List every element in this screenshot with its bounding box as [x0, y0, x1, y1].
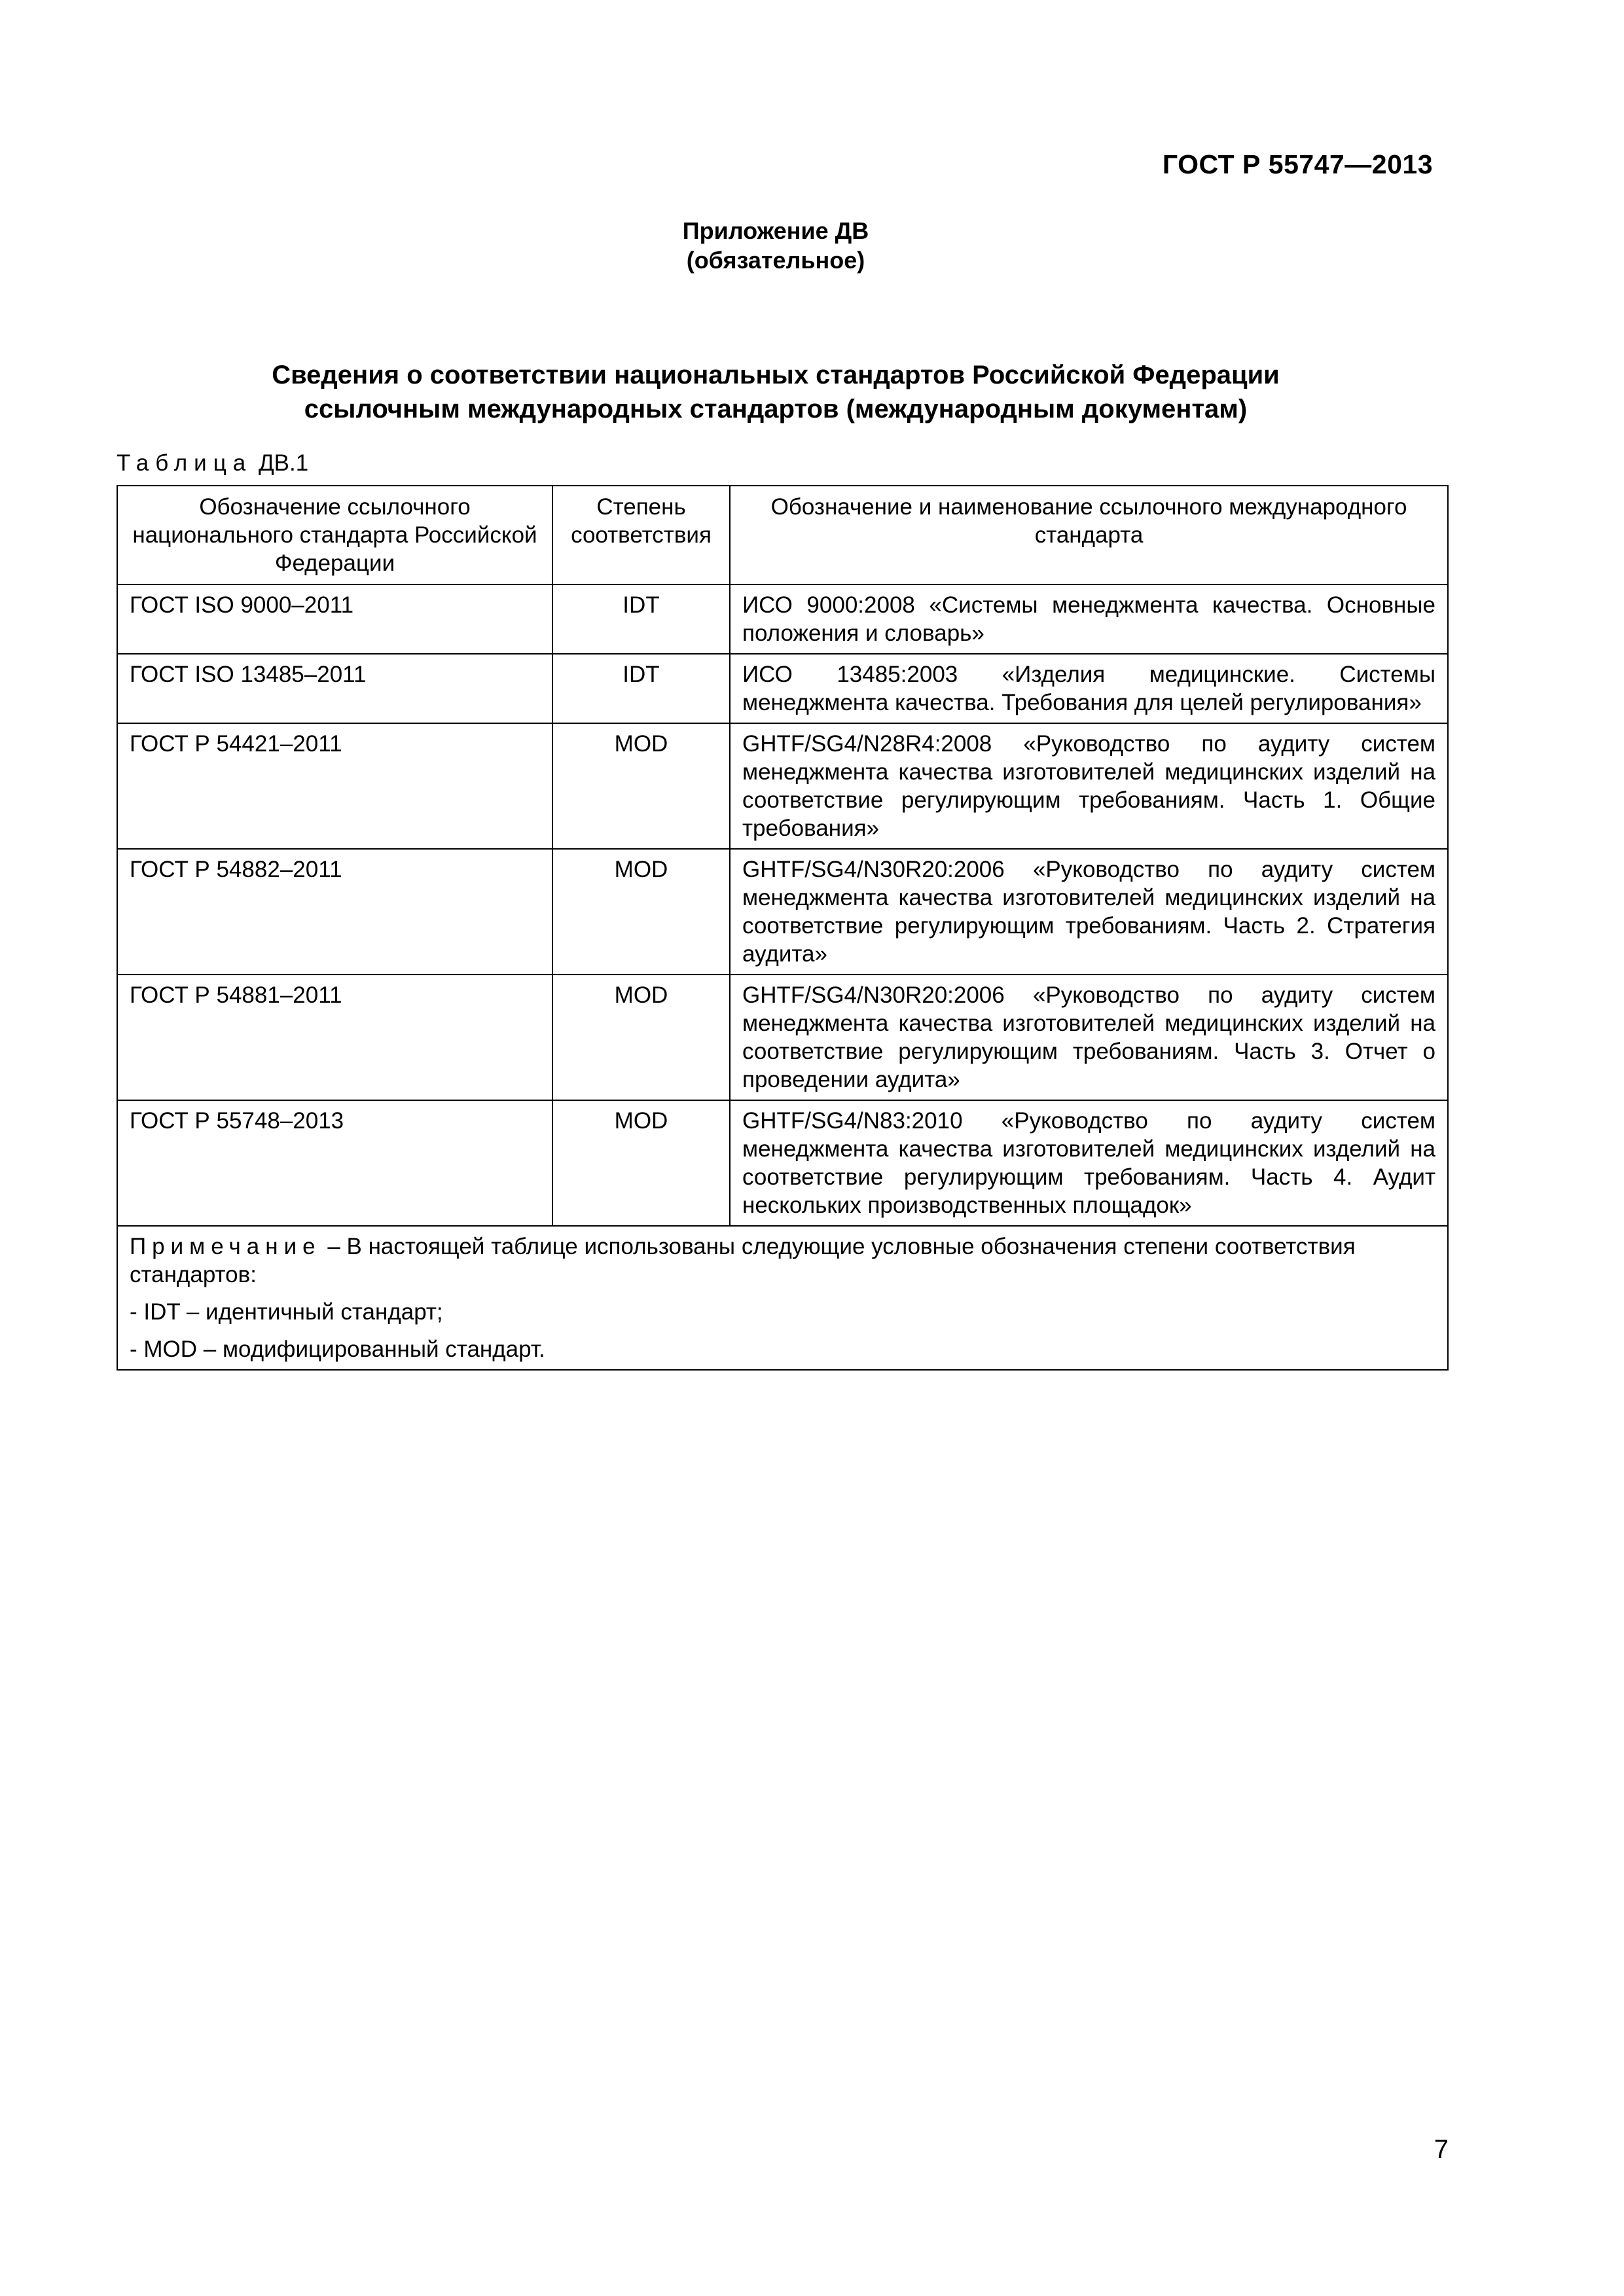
cell-degree: MOD: [552, 1100, 730, 1226]
cell-international: GHTF/SG4/N30R20:2006 «Руководство по аудиту систем менеджмента качества изготовителей медицинских изделий на соответствие регулирующим требованиям. Часть 2. Стратегия аудита»: [730, 849, 1448, 975]
cell-national: ГОСТ Р 54882–2011: [117, 849, 552, 975]
section-heading-line-1: Сведения о соответствии национальных стандартов Российской Федерации: [272, 361, 1280, 389]
section-heading: [0, 358, 1551, 426]
cell-national: ГОСТ ISO 13485–2011: [117, 654, 552, 723]
table-row: [117, 849, 1448, 975]
cell-international: ИСО 13485:2003 «Изделия медицинские. Системы менеджмента качества. Требования для целей регулирования»: [730, 654, 1448, 723]
column-header-national: Обозначение ссылочного национального стандарта Российской Федерации: [117, 486, 552, 584]
cell-degree: MOD: [552, 975, 730, 1100]
cell-national: ГОСТ Р 54421–2011: [117, 723, 552, 849]
cell-degree: MOD: [552, 849, 730, 975]
cell-national: ГОСТ Р 55748–2013: [117, 1100, 552, 1226]
column-header-degree: Степень соответствия: [552, 486, 730, 584]
table-header-row: [117, 486, 1448, 584]
cell-international: GHTF/SG4/N30R20:2006 «Руководство по аудиту систем менеджмента качества изготовителей медицинских изделий на соответствие регулирующим требованиям. Часть 3. Отчет о проведении аудита»: [730, 975, 1448, 1100]
table-caption-number: ДВ.1: [258, 450, 309, 476]
cell-national: ГОСТ ISO 9000–2011: [117, 584, 552, 654]
page-number: 7: [1434, 2135, 1449, 2164]
cell-national: ГОСТ Р 54881–2011: [117, 975, 552, 1100]
document-code: ГОСТ Р 55747—2013: [1162, 149, 1433, 179]
table-note: [117, 1226, 1448, 1370]
note-text: – В настоящей таблице использованы следующие условные обозначения степени соответствия стандартов:: [130, 1234, 1356, 1287]
appendix-title: Приложение ДВ: [682, 217, 869, 244]
table-row: [117, 1100, 1448, 1226]
table-note-row: [117, 1226, 1448, 1370]
column-header-international: Обозначение и наименование ссылочного международного стандарта: [730, 486, 1448, 584]
appendix-heading: [0, 216, 1551, 275]
table-row: [117, 654, 1448, 723]
standards-table: [117, 485, 1449, 1371]
note-intro: [130, 1232, 1435, 1289]
note-item-mod: - MOD – модифицированный стандарт.: [130, 1336, 545, 1362]
table-caption: [117, 450, 308, 476]
cell-international: GHTF/SG4/N83:2010 «Руководство по аудиту систем менеджмента качества изготовителей медицинских изделий на соответствие регулирующим требованиям. Часть 4. Аудит нескольких производственных площадок»: [730, 1100, 1448, 1226]
appendix-status: (обязательное): [686, 247, 865, 274]
cell-international: GHTF/SG4/N28R4:2008 «Руководство по аудиту систем менеджмента качества изготовителей медицинских изделий на соответствие регулирующим требованиям. Часть 1. Общие требования»: [730, 723, 1448, 849]
note-label: Примечание: [130, 1234, 321, 1259]
cell-degree: MOD: [552, 723, 730, 849]
cell-degree: IDT: [552, 654, 730, 723]
cell-degree: IDT: [552, 584, 730, 654]
cell-international: ИСО 9000:2008 «Системы менеджмента качества. Основные положения и словарь»: [730, 584, 1448, 654]
table-caption-label: Таблица: [117, 450, 253, 476]
table-row: [117, 723, 1448, 849]
table-row: [117, 975, 1448, 1100]
table-row: [117, 584, 1448, 654]
note-item-idt: - IDT – идентичный стандарт;: [130, 1299, 443, 1325]
section-heading-line-2: ссылочным международных стандартов (международным документам): [304, 395, 1248, 423]
